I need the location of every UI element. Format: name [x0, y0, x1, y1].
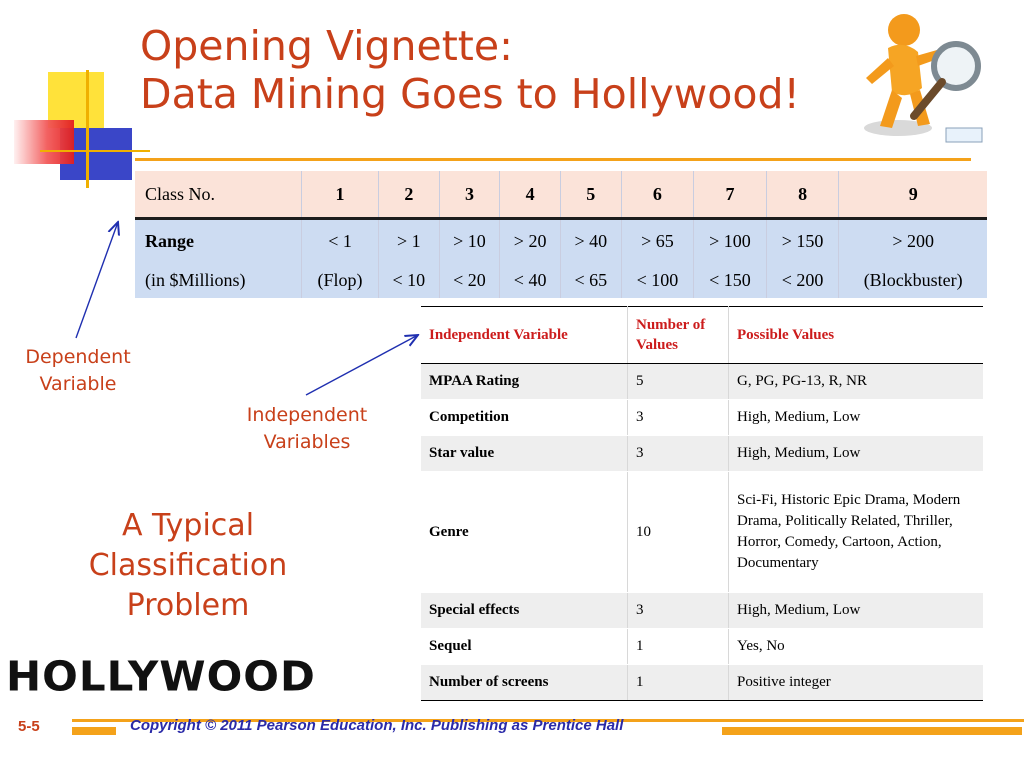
- range-high-cell: (Flop): [302, 262, 379, 298]
- dependent-variable-label: [18, 344, 138, 398]
- range-low-cell: > 1: [379, 219, 440, 263]
- variable-count: 1: [628, 629, 729, 665]
- copyright-notice: Copyright © 2011 Pearson Education, Inc. Publishing as Prentice Hall: [130, 717, 624, 734]
- variable-name: Special effects: [421, 593, 628, 629]
- problem-label-line: A Typical: [121, 508, 255, 543]
- variable-count: 3: [628, 400, 729, 436]
- range-high-cell: (Blockbuster): [839, 262, 987, 298]
- range-high-cell: < 10: [379, 262, 440, 298]
- class-number-cell: 5: [560, 171, 621, 219]
- footer-accent-left: [72, 727, 116, 735]
- range-low-cell: > 65: [621, 219, 694, 263]
- range-low-cell: > 150: [766, 219, 839, 263]
- variable-name: Star value: [421, 436, 628, 472]
- range-low-cell: > 10: [439, 219, 500, 263]
- header-independent-variable: Independent Variable: [421, 307, 628, 364]
- class-number-cell: 2: [379, 171, 440, 219]
- variable-name: MPAA Rating: [421, 364, 628, 400]
- range-label: Range: [135, 219, 302, 263]
- range-low-cell: < 1: [302, 219, 379, 263]
- variable-count: 10: [628, 472, 729, 593]
- class-number-cell: 1: [302, 171, 379, 219]
- header-number-of-values: Number of Values: [628, 307, 729, 364]
- range-high-cell: < 100: [621, 262, 694, 298]
- class-number-cell: 7: [694, 171, 767, 219]
- page-number: 5-5: [18, 718, 40, 735]
- variable-values: Positive integer: [729, 665, 984, 701]
- class-number-cell: 8: [766, 171, 839, 219]
- title-line-1: Opening Vignette:: [140, 22, 513, 70]
- footer-accent-right: [722, 727, 1022, 735]
- arrow-icon: [76, 222, 118, 338]
- variable-values: Yes, No: [729, 629, 984, 665]
- class-number-cell: 9: [839, 171, 987, 219]
- header-possible-values: Possible Values: [729, 307, 984, 364]
- range-high-cell: < 200: [766, 262, 839, 298]
- variable-name: Competition: [421, 400, 628, 436]
- range-sub-label: (in $Millions): [135, 262, 302, 298]
- independent-variables-label: [232, 402, 382, 456]
- class-number-label: Class No.: [135, 171, 302, 219]
- independent-label-line: Variables: [263, 431, 351, 453]
- variable-values: High, Medium, Low: [729, 593, 984, 629]
- dependent-label-line: Variable: [39, 373, 117, 395]
- arrow-icon: [306, 335, 418, 395]
- range-high-cell: < 65: [560, 262, 621, 298]
- range-low-cell: > 200: [839, 219, 987, 263]
- range-high-cell: < 40: [500, 262, 561, 298]
- dependent-label-line: Dependent: [25, 346, 131, 368]
- variable-count: 1: [628, 665, 729, 701]
- independent-label-line: Independent: [246, 404, 368, 426]
- variable-values: High, Medium, Low: [729, 436, 984, 472]
- range-low-cell: > 40: [560, 219, 621, 263]
- hollywood-logo: HOLLYWOOD: [6, 652, 316, 701]
- problem-label-line: Classification: [88, 548, 288, 583]
- variable-count: 3: [628, 593, 729, 629]
- range-high-cell: < 150: [694, 262, 767, 298]
- range-low-cell: > 20: [500, 219, 561, 263]
- variable-count: 5: [628, 364, 729, 400]
- title-line-2: Data Mining Goes to Hollywood!: [140, 70, 800, 118]
- variable-count: 3: [628, 436, 729, 472]
- variable-values: G, PG, PG-13, R, NR: [729, 364, 984, 400]
- classification-problem-label: [70, 506, 306, 626]
- variable-name: Sequel: [421, 629, 628, 665]
- class-number-cell: 4: [500, 171, 561, 219]
- range-low-cell: > 100: [694, 219, 767, 263]
- variable-values: High, Medium, Low: [729, 400, 984, 436]
- range-high-cell: < 20: [439, 262, 500, 298]
- class-number-cell: 6: [621, 171, 694, 219]
- problem-label-line: Problem: [126, 588, 250, 623]
- variable-name: Genre: [421, 472, 628, 593]
- variable-name: Number of screens: [421, 665, 628, 701]
- class-number-cell: 3: [439, 171, 500, 219]
- variable-values: Sci-Fi, Historic Epic Drama, Modern Drama, Politically Related, Thriller, Horror, Comedy, Cartoon, Action, Documentary: [729, 472, 984, 593]
